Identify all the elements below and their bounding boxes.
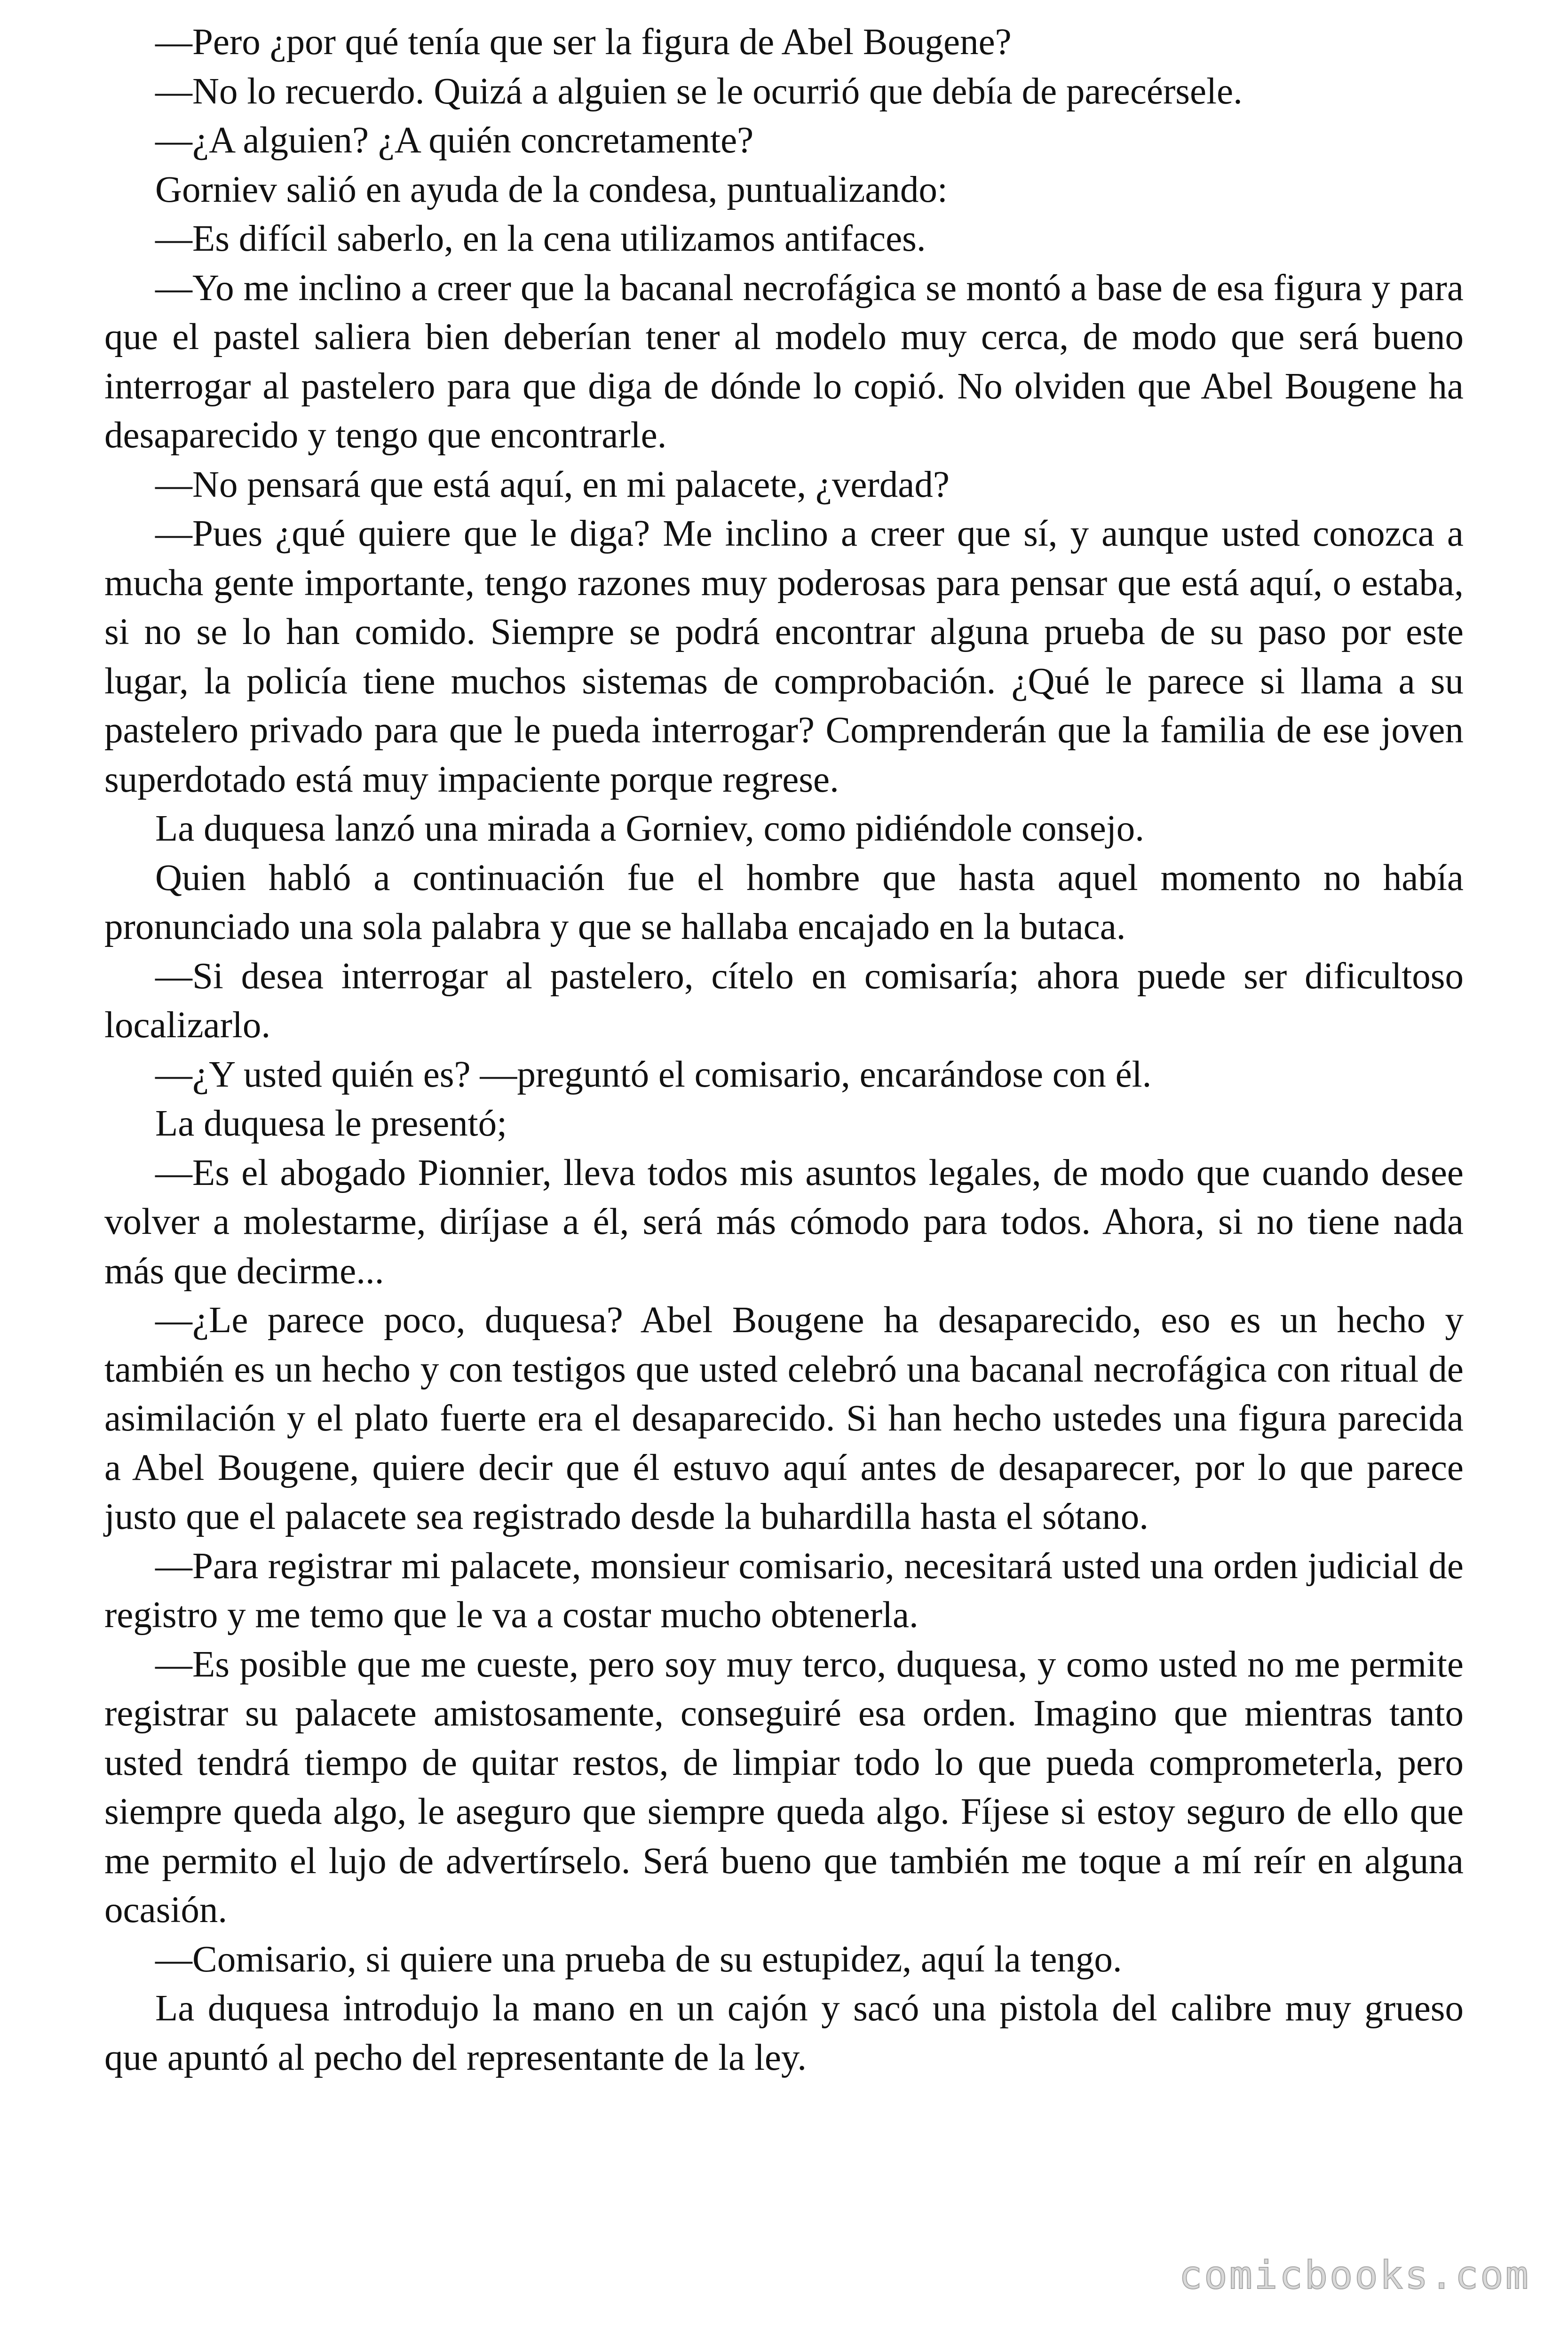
paragraph-3: —¿A alguien? ¿A quién concretamente?	[155, 120, 754, 161]
paragraph-8: —Pues ¿qué quiere que le diga? Me inclino a creer que sí, y aunque usted conozca a mucha gente importante, tengo razones muy poderosas para pensar que está aquí, o estaba, si no se lo han comido. Siempre se podrá encontrar alguna prueba de su paso por este lugar, la policía tiene muchos sistemas de comprobación. ¿Qué le parece si llama a su pastelero privado para que le pueda interrogar? Comprenderán que la familia de ese joven superdotado está muy impaciente porque regrese.	[104, 513, 1464, 800]
paragraph-5: —Es difícil saberlo, en la cena utilizamos antifaces.	[155, 218, 926, 259]
paragraph-12: —¿Y usted quién es? —preguntó el comisario, encarándose con él.	[155, 1054, 1152, 1095]
paragraph-19: La duquesa introdujo la mano en un cajón y sacó una pistola del calibre muy grueso que apuntó al pecho del representante de la ley.	[104, 1988, 1464, 2078]
book-page-text	[104, 18, 1464, 2082]
paragraph-13: La duquesa le presentó;	[155, 1103, 507, 1144]
paragraph-14: —Es el abogado Pionnier, lleva todos mis asuntos legales, de modo que cuando desee volver a molestarme, diríjase a él, será más cómodo para todos. Ahora, si no tiene nada más que decirme...	[104, 1152, 1464, 1292]
paragraph-18: —Comisario, si quiere una prueba de su estupidez, aquí la tengo.	[155, 1939, 1122, 1980]
watermark: comicbooks.com	[1179, 2253, 1530, 2298]
paragraph-15: —¿Le parece poco, duquesa? Abel Bougene ha desaparecido, eso es un hecho y también es un hecho y con testigos que usted celebró una bacanal necrofágica con ritual de asimilación y el plato fuerte era el desaparecido. Si han hecho ustedes una figura parecida a Abel Bougene, quiere decir que él estuvo aquí antes de desaparecer, por lo que parece justo que el palacete sea registrado desde la buhardilla hasta el sótano.	[104, 1300, 1464, 1537]
paragraph-16: —Para registrar mi palacete, monsieur comisario, necesitará usted una orden judicial de registro y me temo que le va a costar mucho obtenerla.	[104, 1545, 1464, 1636]
paragraph-7: —No pensará que está aquí, en mi palacete, ¿verdad?	[155, 464, 950, 505]
paragraph-11: —Si desea interrogar al pastelero, cítelo en comisaría; ahora puede ser dificultoso localizarlo.	[104, 955, 1464, 1046]
paragraph-10: Quien habló a continuación fue el hombre que hasta aquel momento no había pronunciado una sola palabra y que se hallaba encajado en la butaca.	[104, 857, 1464, 947]
paragraph-1: —Pero ¿por qué tenía que ser la figura de Abel Bougene?	[155, 22, 1012, 63]
paragraph-4: Gorniev salió en ayuda de la condesa, puntualizando:	[155, 169, 948, 210]
paragraph-2: —No lo recuerdo. Quizá a alguien se le ocurrió que debía de parecérsele.	[155, 71, 1243, 112]
paragraph-17: —Es posible que me cueste, pero soy muy terco, duquesa, y como usted no me permite registrar su palacete amistosamente, conseguiré esa orden. Imagino que mientras tanto usted tendrá tiempo de quitar restos, de limpiar todo lo que pueda comprometerla, pero siempre queda algo, le aseguro que siempre queda algo. Fíjese si estoy seguro de ello que me permito el lujo de advertírselo. Será bueno que también me toque a mí reír en alguna ocasión.	[104, 1644, 1464, 1931]
paragraph-6: —Yo me inclino a creer que la bacanal necrofágica se montó a base de esa figura y para que el pastel saliera bien deberían tener al modelo muy cerca, de modo que será bueno interrogar al pastelero para que diga de dónde lo copió. No olviden que Abel Bougene ha desaparecido y tengo que encontrarle.	[104, 267, 1464, 456]
paragraph-9: La duquesa lanzó una mirada a Gorniev, como pidiéndole consejo.	[155, 808, 1145, 849]
